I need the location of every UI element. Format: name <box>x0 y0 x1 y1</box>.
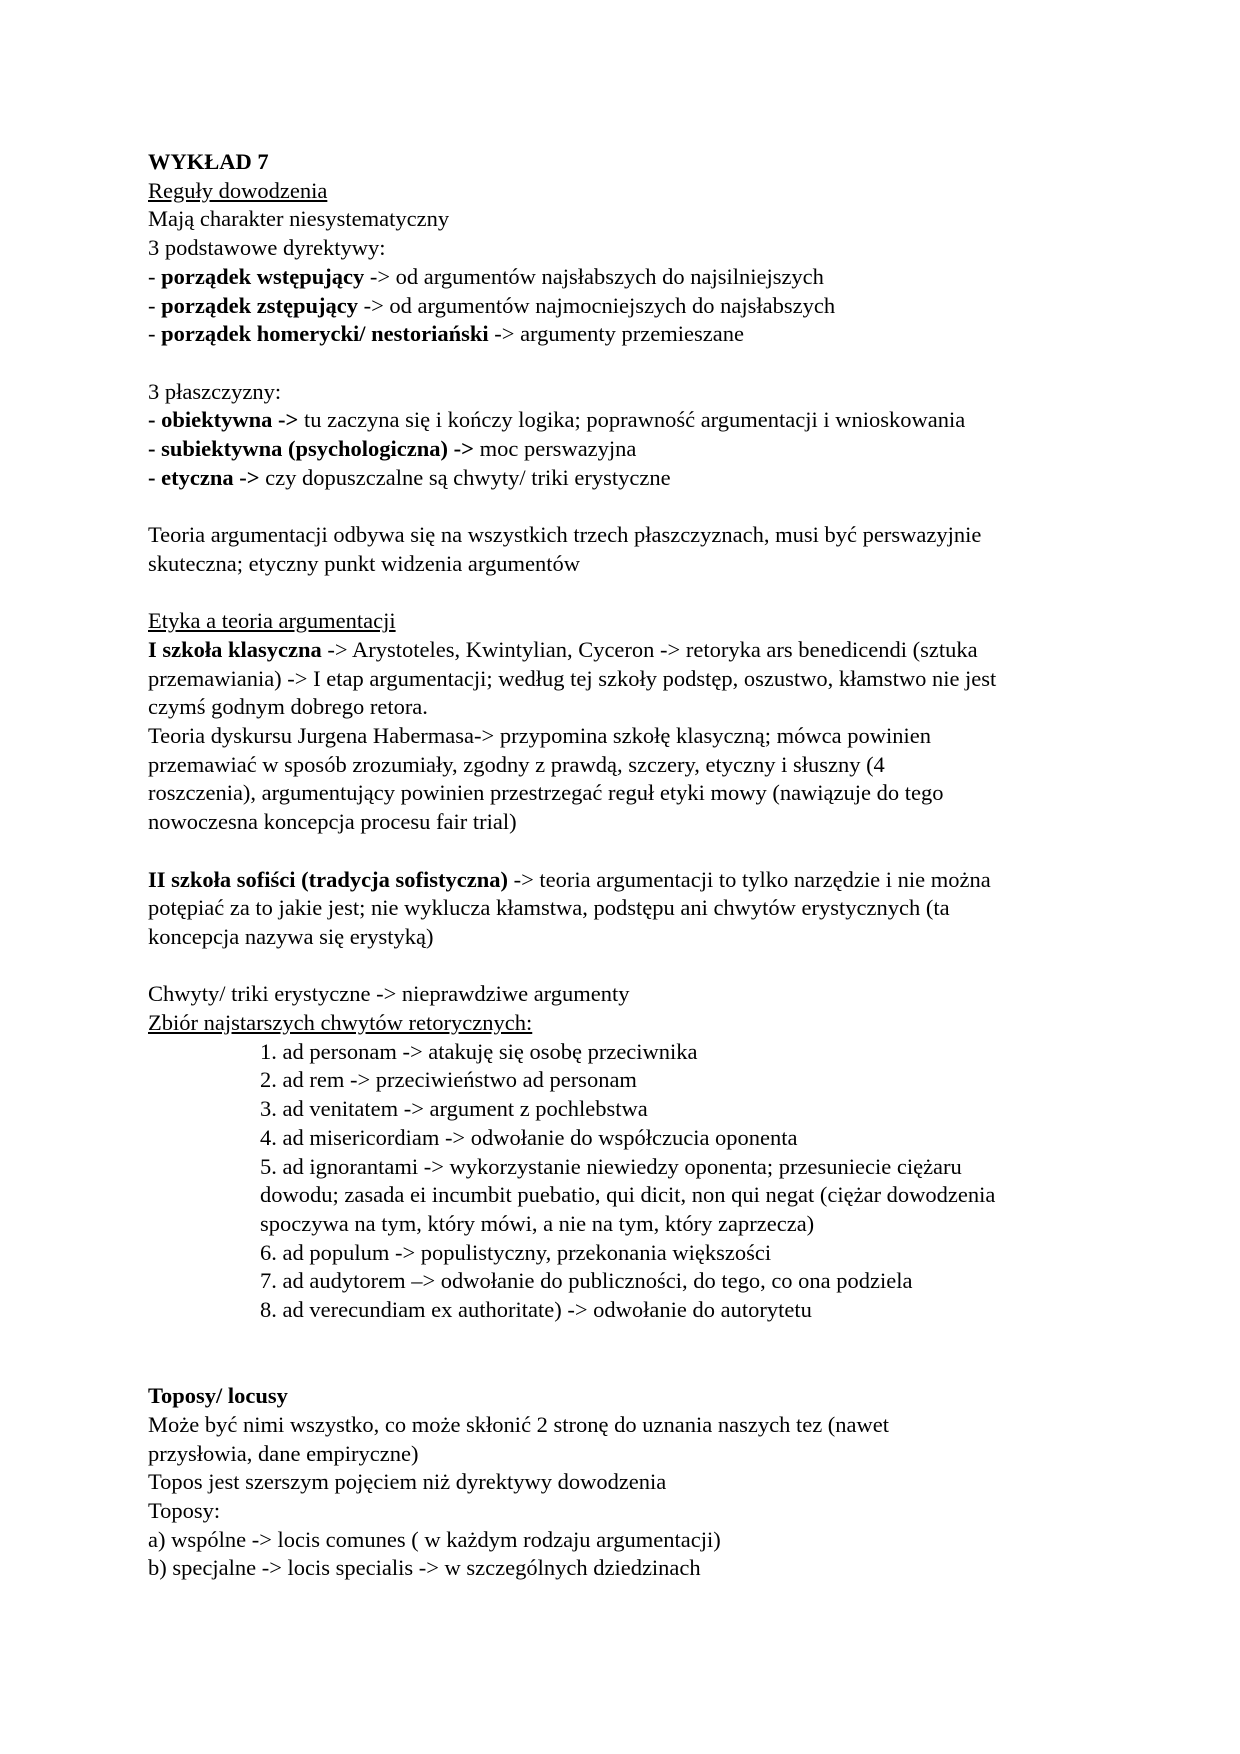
paragraph-line: Teoria argumentacji odbywa się na wszystkich trzech płaszczyznach, musi być perswazyjnie <box>148 522 982 548</box>
paragraph-line: 3 podstawowe dyrektywy: <box>148 235 386 261</box>
list-item: 1. ad personam -> atakuję się osobę przeciwnika <box>260 1038 698 1064</box>
list-item: 4. ad misericordiam -> odwołanie do współczucia oponenta <box>260 1124 798 1150</box>
plane-item: - etyczna -> czy dopuszczalne są chwyty/ triki erystyczne <box>148 464 671 490</box>
paragraph-line: Teoria dyskursu Jurgena Habermasa-> przypomina szkołę klasyczną; mówca powinien <box>148 723 931 749</box>
spacer <box>148 1353 1098 1382</box>
list-item: 6. ad populum -> populistyczny, przekonania większości <box>260 1239 772 1265</box>
paragraph-line: koncepcja nazywa się erystyką) <box>148 923 434 949</box>
list-item: 7. ad audytorem –> odwołanie do publiczności, do tego, co ona podziela <box>260 1268 913 1294</box>
topos-item: b) specjalne -> locis specialis -> w szczególnych dziedzinach <box>148 1555 701 1581</box>
section-heading-ethics: Etyka a teoria argumentacji <box>148 608 396 634</box>
spacer <box>148 579 1098 608</box>
spacer <box>148 952 1098 981</box>
section-heading-rules: Reguły dowodzenia <box>148 177 328 203</box>
paragraph-line: Toposy: <box>148 1497 221 1523</box>
spacer <box>148 837 1098 866</box>
plane-item: - obiektywna -> tu zaczyna się i kończy logika; poprawność argumentacji i wnioskowania <box>148 407 966 433</box>
paragraph-line: przemawiać w sposób zrozumiały, zgodny z prawdą, szczery, etyczny i słuszny (4 <box>148 751 885 777</box>
list-item: 2. ad rem -> przeciwieństwo ad personam <box>260 1067 637 1093</box>
paragraph-line: Topos jest szerszym pojęciem niż dyrektywy dowodzenia <box>148 1469 667 1495</box>
lecture-title: WYKŁAD 7 <box>148 149 269 174</box>
paragraph-line: skuteczna; etyczny punkt widzenia argumentów <box>148 550 580 576</box>
spacer <box>148 1325 1098 1354</box>
list-item: 3. ad venitatem -> argument z pochlebstwa <box>260 1096 648 1122</box>
plane-item: - subiektywna (psychologiczna) -> moc perswazyjna <box>148 436 637 462</box>
paragraph-line: 3 płaszczyzny: <box>148 378 282 404</box>
paragraph-line: Może być nimi wszystko, co może skłonić 2 stronę do uznania naszych tez (nawet <box>148 1411 890 1437</box>
paragraph-line: przemawiania) -> I etap argumentacji; według tej szkoły podstęp, oszustwo, kłamstwo nie jest <box>148 665 997 691</box>
section-heading-toposy: Toposy/ locusy <box>148 1383 288 1409</box>
list-item: 5. ad ignorantami -> wykorzystanie niewiedzy oponenta; przesuniecie ciężaru dowodu; zasada ei incumbit puebatio, qui dicit, non qui negat (ciężar dowodzenia spoczywa na tym, który mówi, a nie na tym, który zaprzecza) <box>260 1153 996 1236</box>
topos-item: a) wspólne -> locis comunes ( w każdym rodzaju argumentacji) <box>148 1526 721 1552</box>
paragraph-line: II szkoła sofiści (tradycja sofistyczna) -> teoria argumentacji to tylko narzędzie i nie można <box>148 866 991 892</box>
section-heading-tricks: Zbiór najstarszych chwytów retorycznych: <box>148 1010 533 1036</box>
directive-item: - porządek homerycki/ nestoriański -> argumenty przemieszane <box>148 321 744 347</box>
paragraph-line: I szkoła klasyczna -> Arystoteles, Kwintylian, Cyceron -> retoryka ars benedicendi (sztuka <box>148 636 978 662</box>
paragraph-line: przysłowia, dane empiryczne) <box>148 1440 419 1466</box>
paragraph-line: roszczenia), argumentujący powinien przestrzegać reguł etyki mowy (nawiązuje do tego <box>148 780 944 806</box>
directive-item: - porządek zstępujący -> od argumentów najmocniejszych do najsłabszych <box>148 292 836 318</box>
spacer <box>148 349 1098 378</box>
directive-item: - porządek wstępujący -> od argumentów najsłabszych do najsilniejszych <box>148 263 824 289</box>
spacer <box>148 492 1098 521</box>
list-item: 8. ad verecundiam ex authoritate) -> odwołanie do autorytetu <box>260 1297 812 1323</box>
rhetorical-tricks-list <box>148 1038 1098 1325</box>
paragraph-line: Mają charakter niesystematyczny <box>148 206 450 232</box>
paragraph-line: czymś godnym dobrego retora. <box>148 694 428 720</box>
document-page <box>148 148 1098 1583</box>
paragraph-line: nowoczesna koncepcja procesu fair trial) <box>148 809 517 835</box>
paragraph-line: potępiać za to jakie jest; nie wyklucza kłamstwa, podstępu ani chwytów erystycznych (ta <box>148 895 950 921</box>
paragraph-line: Chwyty/ triki erystyczne -> nieprawdziwe argumenty <box>148 981 630 1007</box>
